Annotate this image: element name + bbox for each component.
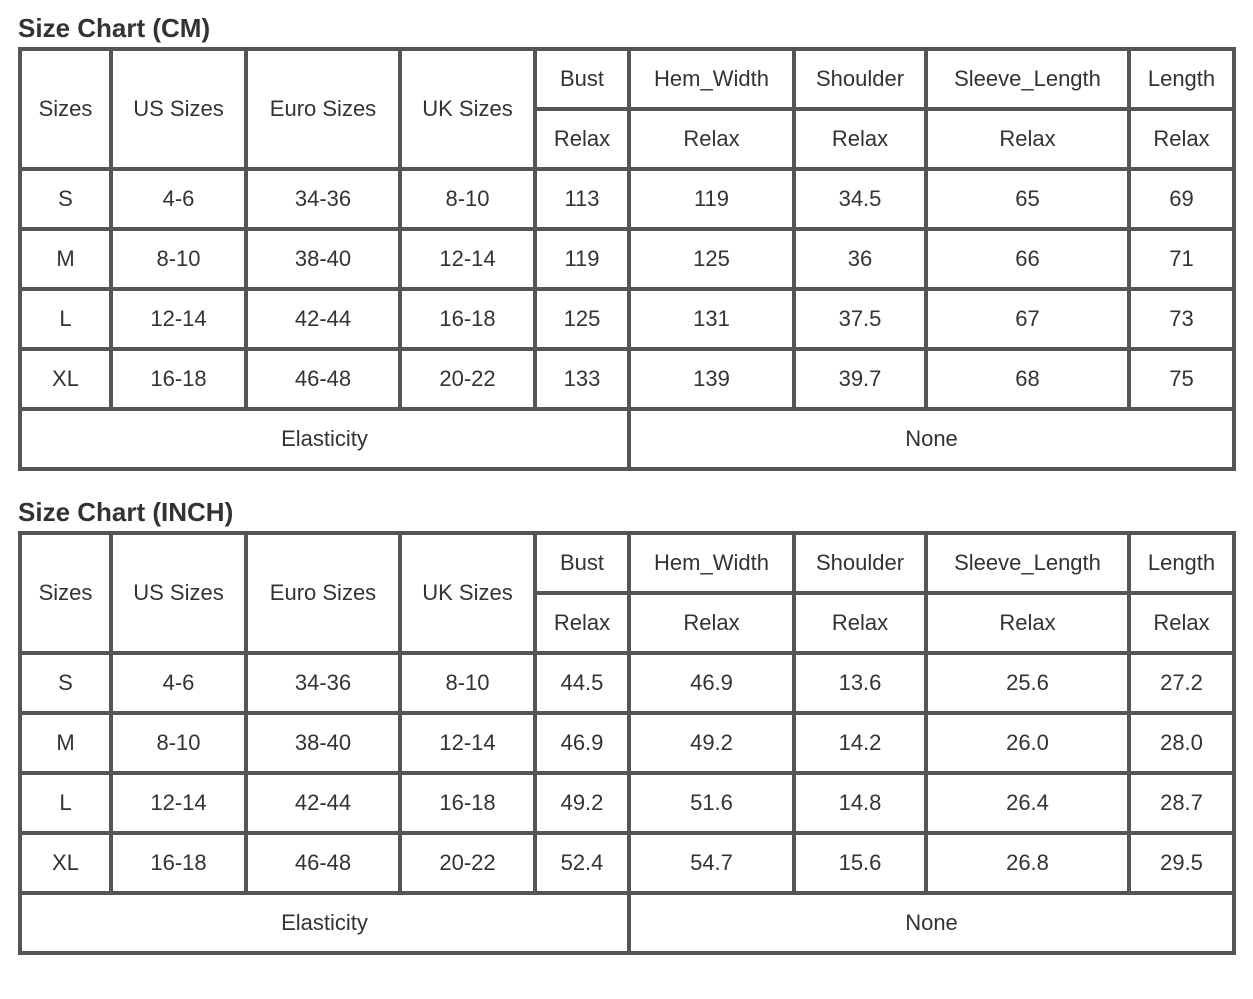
header-us-sizes: US Sizes: [111, 49, 246, 169]
cell-sleeve-length: 65: [926, 169, 1129, 229]
cell-us-size: 4-6: [111, 653, 246, 713]
cell-sleeve-length: 67: [926, 289, 1129, 349]
cell-size: L: [20, 289, 111, 349]
header-hem-width: Hem_Width: [629, 533, 794, 593]
elasticity-label: Elasticity: [20, 409, 629, 469]
table-row: [20, 773, 1234, 833]
cell-us-size: 4-6: [111, 169, 246, 229]
cell-length: 28.0: [1129, 713, 1234, 773]
cell-bust: 119: [535, 229, 629, 289]
cell-bust: 113: [535, 169, 629, 229]
cell-shoulder: 14.8: [794, 773, 926, 833]
cell-uk-size: 20-22: [400, 349, 535, 409]
cell-shoulder: 34.5: [794, 169, 926, 229]
cell-uk-size: 8-10: [400, 169, 535, 229]
cell-size: S: [20, 169, 111, 229]
cell-euro-size: 42-44: [246, 773, 400, 833]
cell-hem-width: 119: [629, 169, 794, 229]
cell-euro-size: 38-40: [246, 713, 400, 773]
table-row: [20, 229, 1234, 289]
cell-shoulder: 15.6: [794, 833, 926, 893]
cell-bust: 46.9: [535, 713, 629, 773]
cell-shoulder: 13.6: [794, 653, 926, 713]
cell-size: M: [20, 229, 111, 289]
subheader-relax: Relax: [794, 593, 926, 653]
cell-sleeve-length: 26.8: [926, 833, 1129, 893]
cell-euro-size: 42-44: [246, 289, 400, 349]
header-us-sizes: US Sizes: [111, 533, 246, 653]
subheader-relax: Relax: [1129, 593, 1234, 653]
header-hem-width: Hem_Width: [629, 49, 794, 109]
subheader-relax: Relax: [794, 109, 926, 169]
subheader-relax: Relax: [1129, 109, 1234, 169]
header-shoulder: Shoulder: [794, 533, 926, 593]
cell-bust: 125: [535, 289, 629, 349]
table-row: [20, 833, 1234, 893]
cell-uk-size: 12-14: [400, 713, 535, 773]
header-euro-sizes: Euro Sizes: [246, 533, 400, 653]
elasticity-row: [20, 409, 1234, 469]
elasticity-label: Elasticity: [20, 893, 629, 953]
cell-bust: 133: [535, 349, 629, 409]
header-row: [20, 533, 1234, 593]
cell-size: L: [20, 773, 111, 833]
cell-euro-size: 46-48: [246, 833, 400, 893]
header-row: [20, 49, 1234, 109]
header-sleeve-length: Sleeve_Length: [926, 49, 1129, 109]
cell-sleeve-length: 66: [926, 229, 1129, 289]
cell-length: 28.7: [1129, 773, 1234, 833]
header-length: Length: [1129, 49, 1234, 109]
table-row: [20, 169, 1234, 229]
cell-size: S: [20, 653, 111, 713]
elasticity-row: [20, 893, 1234, 953]
cell-length: 73: [1129, 289, 1234, 349]
cell-size: XL: [20, 349, 111, 409]
table-row: [20, 653, 1234, 713]
cell-shoulder: 14.2: [794, 713, 926, 773]
cell-size: M: [20, 713, 111, 773]
cell-hem-width: 54.7: [629, 833, 794, 893]
size-chart-cm-title: Size Chart (CM): [18, 13, 211, 43]
elasticity-value: None: [629, 893, 1234, 953]
subheader-relax: Relax: [629, 109, 794, 169]
header-length: Length: [1129, 533, 1234, 593]
cell-shoulder: 37.5: [794, 289, 926, 349]
header-sleeve-length: Sleeve_Length: [926, 533, 1129, 593]
size-chart-cm-table: [18, 47, 1236, 471]
header-shoulder: Shoulder: [794, 49, 926, 109]
cell-euro-size: 34-36: [246, 169, 400, 229]
cell-bust: 52.4: [535, 833, 629, 893]
header-sizes: Sizes: [20, 533, 111, 653]
cell-us-size: 12-14: [111, 289, 246, 349]
subheader-relax: Relax: [926, 109, 1129, 169]
cell-euro-size: 46-48: [246, 349, 400, 409]
cell-bust: 44.5: [535, 653, 629, 713]
header-uk-sizes: UK Sizes: [400, 49, 535, 169]
cell-bust: 49.2: [535, 773, 629, 833]
table-row: [20, 349, 1234, 409]
cell-hem-width: 46.9: [629, 653, 794, 713]
cell-length: 29.5: [1129, 833, 1234, 893]
subheader-relax: Relax: [629, 593, 794, 653]
header-bust: Bust: [535, 49, 629, 109]
subheader-relax: Relax: [926, 593, 1129, 653]
cell-us-size: 16-18: [111, 349, 246, 409]
subheader-relax: Relax: [535, 593, 629, 653]
cell-uk-size: 16-18: [400, 773, 535, 833]
table-row: [20, 289, 1234, 349]
cell-us-size: 12-14: [111, 773, 246, 833]
cell-length: 75: [1129, 349, 1234, 409]
cell-length: 27.2: [1129, 653, 1234, 713]
cell-sleeve-length: 26.0: [926, 713, 1129, 773]
header-euro-sizes: Euro Sizes: [246, 49, 400, 169]
cell-uk-size: 20-22: [400, 833, 535, 893]
cell-euro-size: 34-36: [246, 653, 400, 713]
cell-uk-size: 16-18: [400, 289, 535, 349]
table-row: [20, 713, 1234, 773]
cell-hem-width: 139: [629, 349, 794, 409]
cell-length: 69: [1129, 169, 1234, 229]
cell-hem-width: 49.2: [629, 713, 794, 773]
cell-hem-width: 125: [629, 229, 794, 289]
size-chart-inch-title: Size Chart (INCH): [18, 497, 234, 527]
cell-hem-width: 131: [629, 289, 794, 349]
cell-sleeve-length: 68: [926, 349, 1129, 409]
subheader-relax: Relax: [535, 109, 629, 169]
cell-us-size: 8-10: [111, 229, 246, 289]
header-uk-sizes: UK Sizes: [400, 533, 535, 653]
header-bust: Bust: [535, 533, 629, 593]
cell-uk-size: 12-14: [400, 229, 535, 289]
cell-sleeve-length: 25.6: [926, 653, 1129, 713]
cell-shoulder: 36: [794, 229, 926, 289]
cell-size: XL: [20, 833, 111, 893]
cell-length: 71: [1129, 229, 1234, 289]
header-sizes: Sizes: [20, 49, 111, 169]
cell-uk-size: 8-10: [400, 653, 535, 713]
cell-hem-width: 51.6: [629, 773, 794, 833]
cell-euro-size: 38-40: [246, 229, 400, 289]
cell-us-size: 16-18: [111, 833, 246, 893]
cell-us-size: 8-10: [111, 713, 246, 773]
cell-shoulder: 39.7: [794, 349, 926, 409]
elasticity-value: None: [629, 409, 1234, 469]
size-chart-inch-table: [18, 531, 1236, 955]
cell-sleeve-length: 26.4: [926, 773, 1129, 833]
